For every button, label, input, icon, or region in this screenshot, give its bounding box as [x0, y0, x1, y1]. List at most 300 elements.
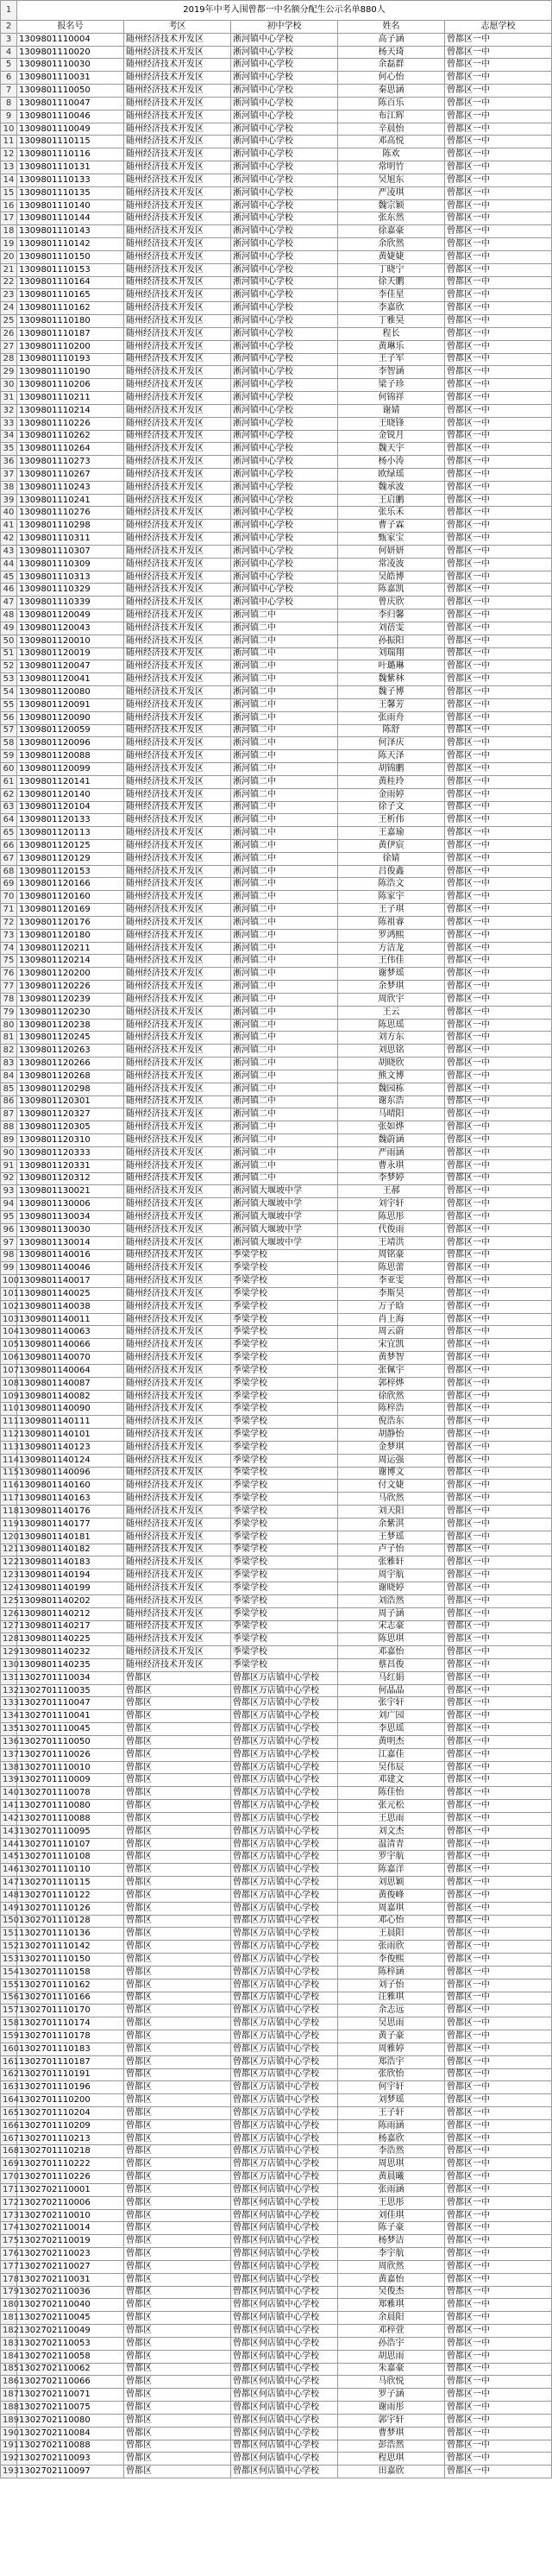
exam-district-cell[interactable]: 随州经济技术开发区: [124, 136, 231, 148]
row-number[interactable]: 10: [1, 123, 17, 136]
row-number[interactable]: 15: [1, 186, 17, 199]
name-cell[interactable]: 刘方东: [338, 1032, 445, 1045]
exam-district-cell[interactable]: 随州经济技术开发区: [124, 1352, 231, 1365]
exam-district-cell[interactable]: 曾都区: [124, 2466, 231, 2478]
exam-number-cell[interactable]: 1309801120090: [17, 711, 124, 724]
middle-school-cell[interactable]: 曾都区万店镇中心学校: [231, 1928, 338, 1941]
middle-school-cell[interactable]: 淅河镇中心学校: [231, 85, 338, 98]
exam-number-cell[interactable]: 1309801110164: [17, 276, 124, 289]
target-school-cell[interactable]: 曾都区一中: [445, 2158, 552, 2171]
row-number[interactable]: 9: [1, 110, 17, 123]
target-school-cell[interactable]: 曾都区一中: [445, 1198, 552, 1211]
target-school-cell[interactable]: 曾都区一中: [445, 2273, 552, 2286]
target-school-cell[interactable]: 曾都区一中: [445, 622, 552, 635]
row-number[interactable]: 49: [1, 622, 17, 635]
middle-school-cell[interactable]: 曾都区何店镇中心学校: [231, 2183, 338, 2196]
target-school-cell[interactable]: 曾都区一中: [445, 968, 552, 981]
row-number[interactable]: 158: [1, 2017, 17, 2030]
exam-district-cell[interactable]: 随州经济技术开发区: [124, 1300, 231, 1313]
exam-district-cell[interactable]: 曾都区: [124, 2068, 231, 2081]
row-number[interactable]: 124: [1, 1582, 17, 1595]
name-cell[interactable]: 谢梦瑶: [338, 968, 445, 981]
exam-district-cell[interactable]: 随州经济技术开发区: [124, 85, 231, 98]
exam-district-cell[interactable]: 随州经济技术开发区: [124, 1070, 231, 1083]
row-number[interactable]: 86: [1, 1095, 17, 1108]
row-number[interactable]: 94: [1, 1198, 17, 1211]
middle-school-cell[interactable]: 曾都区万店镇中心学校: [231, 2094, 338, 2107]
exam-number-cell[interactable]: 1309801120125: [17, 840, 124, 853]
target-school-cell[interactable]: 曾都区一中: [445, 1032, 552, 1045]
name-cell[interactable]: 曹梦琪: [338, 2427, 445, 2440]
middle-school-cell[interactable]: 季梁学校: [231, 1429, 338, 1442]
target-school-cell[interactable]: 曾都区一中: [445, 750, 552, 763]
exam-number-cell[interactable]: 1309801120312: [17, 1172, 124, 1185]
exam-number-cell[interactable]: 1309801110135: [17, 186, 124, 199]
name-cell[interactable]: 郑浩宇: [338, 2055, 445, 2068]
middle-school-cell[interactable]: 淅河镇中心学校: [231, 379, 338, 392]
target-school-cell[interactable]: 曾都区一中: [445, 1364, 552, 1377]
row-number[interactable]: 50: [1, 635, 17, 647]
middle-school-cell[interactable]: 季梁学校: [231, 1607, 338, 1620]
exam-number-cell[interactable]: 1302701110126: [17, 1902, 124, 1915]
exam-number-cell[interactable]: 1309801140183: [17, 1556, 124, 1569]
exam-district-cell[interactable]: 随州经济技术开发区: [124, 1262, 231, 1275]
row-number[interactable]: 141: [1, 1800, 17, 1813]
exam-district-cell[interactable]: 曾都区: [124, 2312, 231, 2325]
exam-number-cell[interactable]: 1309801110143: [17, 225, 124, 238]
row-number[interactable]: 188: [1, 2402, 17, 2415]
exam-number-cell[interactable]: 1309801140160: [17, 1480, 124, 1493]
column-header-middle-school[interactable]: 初中学校: [231, 21, 338, 34]
exam-number-cell[interactable]: 1309801120019: [17, 647, 124, 660]
exam-number-cell[interactable]: 1309801130034: [17, 1211, 124, 1224]
exam-number-cell[interactable]: 1302701110142: [17, 1941, 124, 1954]
name-cell[interactable]: 甄家宝: [338, 533, 445, 546]
middle-school-cell[interactable]: 淅河镇大堰坡中学: [231, 1198, 338, 1211]
exam-number-cell[interactable]: 1309801110116: [17, 148, 124, 161]
name-cell[interactable]: 张如烨: [338, 1121, 445, 1134]
name-cell[interactable]: 江嘉佳: [338, 1748, 445, 1761]
exam-district-cell[interactable]: 曾都区: [124, 2158, 231, 2171]
row-number[interactable]: 171: [1, 2183, 17, 2196]
name-cell[interactable]: 梁子珍: [338, 379, 445, 392]
row-number[interactable]: 114: [1, 1454, 17, 1467]
exam-number-cell[interactable]: 1309801120263: [17, 1045, 124, 1058]
exam-district-cell[interactable]: 随州经济技术开发区: [124, 72, 231, 85]
exam-number-cell[interactable]: 1302701110174: [17, 2017, 124, 2030]
target-school-cell[interactable]: 曾都区一中: [445, 1966, 552, 1979]
middle-school-cell[interactable]: 淅河镇二中: [231, 763, 338, 776]
exam-district-cell[interactable]: 随州经济技术开发区: [124, 622, 231, 635]
target-school-cell[interactable]: 曾都区一中: [445, 494, 552, 507]
row-number[interactable]: 22: [1, 276, 17, 289]
name-cell[interactable]: 蔡昌俊: [338, 1659, 445, 1672]
middle-school-cell[interactable]: 淅河镇二中: [231, 698, 338, 711]
name-cell[interactable]: 秦思涵: [338, 85, 445, 98]
name-cell[interactable]: 黄桂玲: [338, 775, 445, 788]
target-school-cell[interactable]: 曾都区一中: [445, 2119, 552, 2132]
name-cell[interactable]: 程思琪: [338, 2453, 445, 2466]
row-number[interactable]: 146: [1, 1864, 17, 1877]
name-cell[interactable]: 何妍妍: [338, 545, 445, 558]
exam-district-cell[interactable]: 随州经济技术开发区: [124, 276, 231, 289]
name-cell[interactable]: 郭梓烨: [338, 1377, 445, 1390]
middle-school-cell[interactable]: 曾都区万店镇中心学校: [231, 1941, 338, 1954]
exam-number-cell[interactable]: 1302701110204: [17, 2106, 124, 2119]
middle-school-cell[interactable]: 淅河镇大堰坡中学: [231, 1223, 338, 1236]
exam-district-cell[interactable]: 曾都区: [124, 1877, 231, 1890]
target-school-cell[interactable]: 曾都区一中: [445, 571, 552, 584]
exam-number-cell[interactable]: 1309801110313: [17, 571, 124, 584]
row-number[interactable]: 126: [1, 1607, 17, 1620]
exam-number-cell[interactable]: 1309801140212: [17, 1607, 124, 1620]
target-school-cell[interactable]: 曾都区一中: [445, 2414, 552, 2427]
row-number[interactable]: 143: [1, 1825, 17, 1838]
target-school-cell[interactable]: 曾都区一中: [445, 916, 552, 929]
name-cell[interactable]: 陈子豪: [338, 2222, 445, 2235]
exam-number-cell[interactable]: 1309801120226: [17, 981, 124, 994]
exam-number-cell[interactable]: 1309801140016: [17, 1249, 124, 1262]
row-number[interactable]: 190: [1, 2427, 17, 2440]
middle-school-cell[interactable]: 季梁学校: [231, 1620, 338, 1633]
exam-district-cell[interactable]: 随州经济技术开发区: [124, 916, 231, 929]
middle-school-cell[interactable]: 淅河镇中心学校: [231, 136, 338, 148]
name-cell[interactable]: 胡晓欣: [338, 1058, 445, 1070]
exam-district-cell[interactable]: 随州经济技术开发区: [124, 814, 231, 827]
exam-district-cell[interactable]: 随州经济技术开发区: [124, 852, 231, 865]
target-school-cell[interactable]: 曾都区一中: [445, 238, 552, 251]
row-number[interactable]: 38: [1, 481, 17, 494]
target-school-cell[interactable]: 曾都区一中: [445, 430, 552, 443]
middle-school-cell[interactable]: 曾都区何店镇中心学校: [231, 2363, 338, 2376]
row-number[interactable]: 26: [1, 327, 17, 340]
target-school-cell[interactable]: 曾都区一中: [445, 1159, 552, 1172]
middle-school-cell[interactable]: 淅河镇中心学校: [231, 584, 338, 597]
row-number[interactable]: 166: [1, 2119, 17, 2132]
name-cell[interactable]: 刘天阳: [338, 1506, 445, 1518]
exam-district-cell[interactable]: 随州经济技术开发区: [124, 33, 231, 46]
row-number[interactable]: 131: [1, 1671, 17, 1684]
exam-district-cell[interactable]: 曾都区: [124, 2299, 231, 2312]
target-school-cell[interactable]: 曾都区一中: [445, 558, 552, 571]
exam-district-cell[interactable]: 曾都区: [124, 2183, 231, 2196]
name-cell[interactable]: 张雨舟: [338, 711, 445, 724]
middle-school-cell[interactable]: 季梁学校: [231, 1454, 338, 1467]
name-cell[interactable]: 余晨阳: [338, 2312, 445, 2325]
exam-district-cell[interactable]: 随州经济技术开发区: [124, 1429, 231, 1442]
middle-school-cell[interactable]: 淅河镇二中: [231, 993, 338, 1006]
middle-school-cell[interactable]: 淅河镇二中: [231, 878, 338, 891]
exam-number-cell[interactable]: 1309801120214: [17, 955, 124, 968]
exam-number-cell[interactable]: 1309801120153: [17, 865, 124, 878]
target-school-cell[interactable]: 曾都区一中: [445, 1134, 552, 1147]
exam-number-cell[interactable]: 1309801140096: [17, 1467, 124, 1480]
name-cell[interactable]: 陈思蕾: [338, 1262, 445, 1275]
row-number[interactable]: 52: [1, 660, 17, 673]
middle-school-cell[interactable]: 淅河镇中心学校: [231, 59, 338, 72]
target-school-cell[interactable]: 曾都区一中: [445, 878, 552, 891]
name-cell[interactable]: 周思琪: [338, 2158, 445, 2171]
name-cell[interactable]: 陈欢: [338, 148, 445, 161]
exam-number-cell[interactable]: 1309801110140: [17, 199, 124, 212]
exam-number-cell[interactable]: 1302701110026: [17, 1748, 124, 1761]
row-number[interactable]: 109: [1, 1390, 17, 1403]
row-number[interactable]: 149: [1, 1902, 17, 1915]
name-cell[interactable]: 谢婧: [338, 404, 445, 417]
exam-number-cell[interactable]: 1309801110211: [17, 392, 124, 405]
middle-school-cell[interactable]: 曾都区万店镇中心学校: [231, 2030, 338, 2043]
target-school-cell[interactable]: 曾都区一中: [445, 250, 552, 263]
target-school-cell[interactable]: 曾都区一中: [445, 46, 552, 59]
exam-number-cell[interactable]: 1309801110309: [17, 558, 124, 571]
exam-district-cell[interactable]: 随州经济技术开发区: [124, 775, 231, 788]
row-number[interactable]: 44: [1, 558, 17, 571]
name-cell[interactable]: 严凌琪: [338, 186, 445, 199]
exam-district-cell[interactable]: 随州经济技术开发区: [124, 1531, 231, 1544]
row-number[interactable]: 30: [1, 379, 17, 392]
name-cell[interactable]: 徐天鹏: [338, 276, 445, 289]
exam-district-cell[interactable]: 曾都区: [124, 2389, 231, 2402]
target-school-cell[interactable]: 曾都区一中: [445, 225, 552, 238]
target-school-cell[interactable]: 曾都区一中: [445, 1646, 552, 1659]
exam-district-cell[interactable]: 曾都区: [124, 2081, 231, 2094]
middle-school-cell[interactable]: 淅河镇二中: [231, 1070, 338, 1083]
exam-district-cell[interactable]: 随州经济技术开发区: [124, 878, 231, 891]
name-cell[interactable]: 刘广园: [338, 1710, 445, 1723]
name-cell[interactable]: 胡静怡: [338, 1429, 445, 1442]
exam-number-cell[interactable]: 1302701110166: [17, 1992, 124, 2005]
middle-school-cell[interactable]: 季梁学校: [231, 1594, 338, 1607]
name-cell[interactable]: 刘思铭: [338, 1045, 445, 1058]
exam-number-cell[interactable]: 1309801110214: [17, 404, 124, 417]
target-school-cell[interactable]: 曾都区一中: [445, 1019, 552, 1032]
target-school-cell[interactable]: 曾都区一中: [445, 2466, 552, 2478]
exam-district-cell[interactable]: 随州经济技术开发区: [124, 1594, 231, 1607]
target-school-cell[interactable]: 曾都区一中: [445, 289, 552, 302]
name-cell[interactable]: 王梦瑶: [338, 1531, 445, 1544]
exam-number-cell[interactable]: 1309801110031: [17, 72, 124, 85]
target-school-cell[interactable]: 曾都区一中: [445, 507, 552, 520]
name-cell[interactable]: 余梦琪: [338, 981, 445, 994]
target-school-cell[interactable]: 曾都区一中: [445, 1070, 552, 1083]
name-cell[interactable]: 邓嘉怡: [338, 1646, 445, 1659]
row-number[interactable]: 170: [1, 2171, 17, 2184]
row-number[interactable]: 33: [1, 417, 17, 430]
target-school-cell[interactable]: 曾都区一中: [445, 1262, 552, 1275]
row-number[interactable]: 16: [1, 199, 17, 212]
row-number[interactable]: 69: [1, 878, 17, 891]
exam-district-cell[interactable]: 随州经济技术开发区: [124, 1019, 231, 1032]
exam-district-cell[interactable]: 随州经济技术开发区: [124, 558, 231, 571]
name-cell[interactable]: 马欣然: [338, 1493, 445, 1506]
middle-school-cell[interactable]: 曾都区万店镇中心学校: [231, 2158, 338, 2171]
target-school-cell[interactable]: 曾都区一中: [445, 1748, 552, 1761]
row-number[interactable]: 97: [1, 1236, 17, 1249]
exam-number-cell[interactable]: 1309801110050: [17, 85, 124, 98]
exam-number-cell[interactable]: 1309801110131: [17, 161, 124, 174]
middle-school-cell[interactable]: 淅河镇二中: [231, 852, 338, 865]
target-school-cell[interactable]: 曾都区一中: [445, 1697, 552, 1710]
exam-number-cell[interactable]: 1302701110158: [17, 1966, 124, 1979]
exam-district-cell[interactable]: 曾都区: [124, 1838, 231, 1851]
exam-district-cell[interactable]: 随州经济技术开发区: [124, 1249, 231, 1262]
exam-number-cell[interactable]: 1309801140063: [17, 1326, 124, 1339]
target-school-cell[interactable]: 曾都区一中: [445, 2402, 552, 2415]
row-number[interactable]: 129: [1, 1646, 17, 1659]
exam-number-cell[interactable]: 1309801110162: [17, 302, 124, 315]
exam-number-cell[interactable]: 1309801120104: [17, 801, 124, 814]
exam-number-cell[interactable]: 1302702110058: [17, 2350, 124, 2363]
middle-school-cell[interactable]: 淅河镇中心学校: [231, 289, 338, 302]
row-number[interactable]: 107: [1, 1364, 17, 1377]
name-cell[interactable]: 方洁龙: [338, 942, 445, 955]
exam-district-cell[interactable]: 随州经济技术开发区: [124, 1172, 231, 1185]
name-cell[interactable]: 孙振阳: [338, 635, 445, 647]
name-cell[interactable]: 魏蔚涵: [338, 1134, 445, 1147]
exam-district-cell[interactable]: 随州经济技术开发区: [124, 1480, 231, 1493]
exam-number-cell[interactable]: 1302701110200: [17, 2094, 124, 2107]
row-number[interactable]: 159: [1, 2030, 17, 2043]
middle-school-cell[interactable]: 曾都区万店镇中心学校: [231, 1825, 338, 1838]
row-number[interactable]: 71: [1, 904, 17, 917]
name-cell[interactable]: 金锐月: [338, 430, 445, 443]
exam-district-cell[interactable]: 随州经济技术开发区: [124, 1441, 231, 1454]
exam-district-cell[interactable]: 随州经济技术开发区: [124, 647, 231, 660]
row-number[interactable]: 92: [1, 1172, 17, 1185]
exam-district-cell[interactable]: 曾都区: [124, 1928, 231, 1941]
name-cell[interactable]: 丁雅昊: [338, 315, 445, 328]
name-cell[interactable]: 常明竹: [338, 161, 445, 174]
name-cell[interactable]: 陈家宇: [338, 891, 445, 904]
exam-district-cell[interactable]: 随州经济技术开发区: [124, 1518, 231, 1531]
row-number[interactable]: 162: [1, 2068, 17, 2081]
name-cell[interactable]: 王晓锋: [338, 417, 445, 430]
row-number[interactable]: 116: [1, 1480, 17, 1493]
exam-number-cell[interactable]: 1309801120239: [17, 993, 124, 1006]
exam-number-cell[interactable]: 1302701110088: [17, 1812, 124, 1825]
name-cell[interactable]: 杨梦洁: [338, 2235, 445, 2248]
row-number[interactable]: 60: [1, 763, 17, 776]
target-school-cell[interactable]: 曾都区一中: [445, 2209, 552, 2222]
target-school-cell[interactable]: 曾都区一中: [445, 353, 552, 366]
exam-number-cell[interactable]: 1309801140202: [17, 1594, 124, 1607]
exam-number-cell[interactable]: 1302702110097: [17, 2466, 124, 2478]
target-school-cell[interactable]: 曾都区一中: [445, 1954, 552, 1967]
exam-district-cell[interactable]: 随州经济技术开发区: [124, 865, 231, 878]
exam-district-cell[interactable]: 曾都区: [124, 1735, 231, 1748]
exam-number-cell[interactable]: 1309801110150: [17, 250, 124, 263]
exam-district-cell[interactable]: 曾都区: [124, 1800, 231, 1813]
name-cell[interactable]: 王析伟: [338, 814, 445, 827]
exam-district-cell[interactable]: 随州经济技术开发区: [124, 1275, 231, 1288]
middle-school-cell[interactable]: 曾都区万店镇中心学校: [231, 1735, 338, 1748]
name-cell[interactable]: 李浩然: [338, 2145, 445, 2158]
name-cell[interactable]: 陈舒: [338, 724, 445, 737]
exam-number-cell[interactable]: 1302701110136: [17, 1928, 124, 1941]
target-school-cell[interactable]: 曾都区一中: [445, 186, 552, 199]
row-number[interactable]: 84: [1, 1070, 17, 1083]
exam-district-cell[interactable]: 随州经济技术开发区: [124, 1223, 231, 1236]
exam-number-cell[interactable]: 1309801110267: [17, 468, 124, 481]
middle-school-cell[interactable]: 淅河镇中心学校: [231, 340, 338, 353]
row-number[interactable]: 65: [1, 827, 17, 840]
exam-number-cell[interactable]: 1309801110144: [17, 212, 124, 225]
row-number[interactable]: 29: [1, 366, 17, 379]
exam-number-cell[interactable]: 1309801140025: [17, 1287, 124, 1300]
exam-number-cell[interactable]: 1302701110226: [17, 2171, 124, 2184]
row-number[interactable]: 64: [1, 814, 17, 827]
name-cell[interactable]: 李佳星: [338, 289, 445, 302]
exam-district-cell[interactable]: 随州经济技术开发区: [124, 1032, 231, 1045]
target-school-cell[interactable]: 曾都区一中: [445, 1083, 552, 1095]
name-cell[interactable]: 邓梓萱: [338, 2325, 445, 2338]
name-cell[interactable]: 刘蓓雯: [338, 622, 445, 635]
name-cell[interactable]: 谢东浩: [338, 1095, 445, 1108]
target-school-cell[interactable]: 曾都区一中: [445, 1800, 552, 1813]
target-school-cell[interactable]: 曾都区一中: [445, 1506, 552, 1518]
exam-district-cell[interactable]: 随州经济技术开发区: [124, 955, 231, 968]
middle-school-cell[interactable]: 淅河镇二中: [231, 660, 338, 673]
row-number[interactable]: 76: [1, 968, 17, 981]
exam-district-cell[interactable]: 随州经济技术开发区: [124, 1633, 231, 1646]
exam-number-cell[interactable]: 1309801110133: [17, 174, 124, 186]
target-school-cell[interactable]: 曾都区一中: [445, 2286, 552, 2299]
middle-school-cell[interactable]: 曾都区何店镇中心学校: [231, 2350, 338, 2363]
middle-school-cell[interactable]: 淅河镇二中: [231, 1146, 338, 1159]
target-school-cell[interactable]: 曾都区一中: [445, 1441, 552, 1454]
exam-district-cell[interactable]: 随州经济技术开发区: [124, 289, 231, 302]
middle-school-cell[interactable]: 淅河镇中心学校: [231, 417, 338, 430]
row-number[interactable]: 121: [1, 1544, 17, 1556]
middle-school-cell[interactable]: 曾都区万店镇中心学校: [231, 1787, 338, 1800]
middle-school-cell[interactable]: 曾都区万店镇中心学校: [231, 1992, 338, 2005]
exam-number-cell[interactable]: 1302701110047: [17, 1697, 124, 1710]
exam-district-cell[interactable]: 曾都区: [124, 1710, 231, 1723]
exam-number-cell[interactable]: 1302702110001: [17, 2183, 124, 2196]
row-number[interactable]: 179: [1, 2286, 17, 2299]
middle-school-cell[interactable]: 曾都区何店镇中心学校: [231, 2273, 338, 2286]
exam-number-cell[interactable]: 1309801120043: [17, 622, 124, 635]
exam-district-cell[interactable]: 曾都区: [124, 2350, 231, 2363]
row-number[interactable]: 112: [1, 1429, 17, 1442]
exam-number-cell[interactable]: 1302702110010: [17, 2209, 124, 2222]
middle-school-cell[interactable]: 淅河镇二中: [231, 635, 338, 647]
exam-number-cell[interactable]: 1302701110218: [17, 2145, 124, 2158]
exam-district-cell[interactable]: 曾都区: [124, 1915, 231, 1928]
middle-school-cell[interactable]: 曾都区万店镇中心学校: [231, 1671, 338, 1684]
exam-district-cell[interactable]: 随州经济技术开发区: [124, 1121, 231, 1134]
target-school-cell[interactable]: 曾都区一中: [445, 1467, 552, 1480]
exam-number-cell[interactable]: 1302701110213: [17, 2132, 124, 2145]
exam-district-cell[interactable]: 随州经济技术开发区: [124, 1493, 231, 1506]
exam-district-cell[interactable]: 曾都区: [124, 2222, 231, 2235]
exam-number-cell[interactable]: 1309801120211: [17, 942, 124, 955]
row-number[interactable]: 21: [1, 263, 17, 276]
middle-school-cell[interactable]: 淅河镇二中: [231, 1083, 338, 1095]
target-school-cell[interactable]: 曾都区一中: [445, 1812, 552, 1825]
middle-school-cell[interactable]: 曾都区万店镇中心学校: [231, 2055, 338, 2068]
name-cell[interactable]: 周运强: [338, 1454, 445, 1467]
middle-school-cell[interactable]: 淅河镇中心学校: [231, 212, 338, 225]
exam-district-cell[interactable]: 随州经济技术开发区: [124, 392, 231, 405]
middle-school-cell[interactable]: 季梁学校: [231, 1377, 338, 1390]
row-number[interactable]: 128: [1, 1633, 17, 1646]
name-cell[interactable]: 陈思瑶: [338, 1019, 445, 1032]
exam-number-cell[interactable]: 1302702110036: [17, 2286, 124, 2299]
name-cell[interactable]: 吕俊鑫: [338, 865, 445, 878]
name-cell[interactable]: 金梦琪: [338, 1441, 445, 1454]
name-cell[interactable]: 吴皓博: [338, 571, 445, 584]
